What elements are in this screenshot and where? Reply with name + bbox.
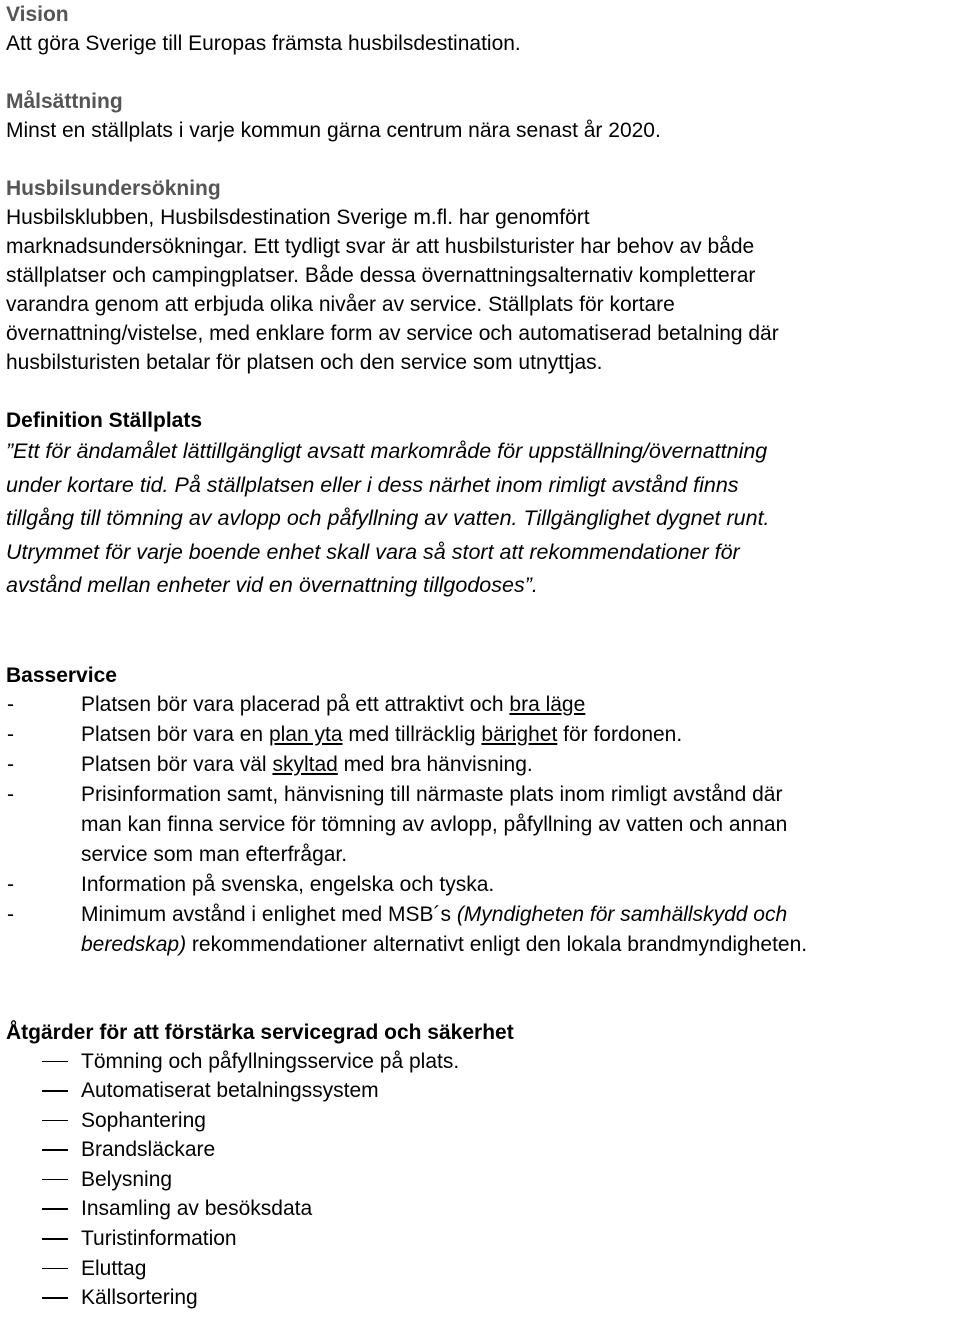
list-item bbox=[6, 1047, 956, 1077]
survey-line: varandra genom att erbjuda olika nivåer av service. Ställplats för kortare bbox=[6, 293, 675, 316]
survey-line: ställplatser och campingplatser. Både dessa övernattningsalternativ kompletterar bbox=[6, 264, 756, 287]
list-item bbox=[6, 780, 956, 870]
italic-text: (Myndigheten för samhällskydd och bbox=[456, 902, 788, 926]
dash-bullet-icon bbox=[42, 1149, 68, 1151]
dash-bullet: - bbox=[7, 782, 14, 806]
list-item bbox=[6, 900, 956, 960]
underlined-text: bra läge bbox=[509, 692, 586, 716]
measures-list bbox=[6, 1047, 956, 1313]
survey-line: marknadsundersökningar. Ett tydligt svar är att husbilsturister har behov av både bbox=[6, 235, 755, 258]
list-item bbox=[6, 750, 956, 780]
dash-bullet-icon bbox=[42, 1179, 68, 1181]
dash-bullet-icon bbox=[42, 1268, 68, 1270]
list-item bbox=[6, 1165, 956, 1195]
item-text: service som man efterfrågar. bbox=[81, 842, 348, 866]
basic-service-heading: Basservice bbox=[6, 663, 117, 687]
dash-bullet-icon bbox=[42, 1061, 68, 1063]
vision-heading: Vision bbox=[6, 3, 69, 26]
dash-bullet-icon bbox=[42, 1297, 68, 1299]
definition-line: ”Ett för ändamålet lättillgängligt avsatt markområde för uppställning/övernattning bbox=[6, 439, 768, 463]
item-text: Automatiserat betalningssystem bbox=[81, 1079, 379, 1103]
measures-section bbox=[6, 1018, 956, 1313]
definition-line: avstånd mellan enheter vid en övernattning tillgodoses”. bbox=[6, 573, 538, 597]
dash-bullet: - bbox=[7, 872, 14, 896]
list-item bbox=[6, 1135, 956, 1165]
item-text: Minimum avstånd i enlighet med MSB´s bbox=[81, 902, 457, 926]
list-item bbox=[6, 1283, 956, 1313]
goal-text: Minst en ställplats i varje kommun gärna centrum nära senast år 2020. bbox=[6, 119, 661, 142]
italic-text: beredskap) bbox=[81, 932, 187, 956]
definition-line: tillgång till tömning av avlopp och påfyllning av vatten. Tillgänglighet dygnet runt. bbox=[6, 506, 770, 530]
list-item bbox=[6, 720, 956, 750]
item-text: man kan finna service för tömning av avlopp, påfyllning av vatten och annan bbox=[81, 812, 788, 836]
underlined-text: bärighet bbox=[481, 722, 558, 746]
list-item bbox=[6, 1106, 956, 1136]
item-text: för fordonen. bbox=[557, 722, 683, 746]
item-text: Belysning bbox=[81, 1167, 173, 1191]
survey-heading: Husbilsundersökning bbox=[6, 177, 221, 200]
definition-line: Utrymmet för varje boende enhet skall vara så stort att rekommendationer för bbox=[6, 539, 740, 564]
list-item bbox=[6, 1224, 956, 1254]
dash-bullet-icon bbox=[42, 1120, 68, 1122]
vision-section bbox=[6, 0, 956, 58]
item-text: Källsortering bbox=[81, 1286, 198, 1310]
item-text: med bra hänvisning. bbox=[337, 752, 533, 776]
basic-service-list bbox=[6, 690, 956, 960]
dash-bullet: - bbox=[7, 902, 14, 926]
item-text: rekommendationer alternativt enligt den lokala brandmyndigheten. bbox=[186, 932, 808, 956]
item-text: Eluttag bbox=[81, 1256, 147, 1280]
dash-bullet-icon bbox=[42, 1238, 68, 1240]
dash-bullet: - bbox=[7, 752, 14, 776]
survey-line: Husbilsklubben, Husbilsdestination Sverige m.fl. har genomfört bbox=[6, 206, 590, 229]
item-text: Tömning och påfyllningsservice på plats. bbox=[81, 1049, 460, 1073]
item-text: Insamling av besöksdata bbox=[81, 1197, 313, 1221]
basic-service-section bbox=[6, 661, 956, 960]
definition-line: under kortare tid. På ställplatsen eller i dess närhet inom rimligt avstånd finns bbox=[6, 472, 739, 497]
item-text: Sophantering bbox=[81, 1108, 206, 1132]
item-text: Brandsläckare bbox=[81, 1138, 216, 1162]
list-item bbox=[6, 1254, 956, 1284]
survey-line: övernattning/vistelse, med enklare form av service och automatiserad betalning där bbox=[6, 322, 779, 345]
list-item bbox=[6, 1194, 956, 1224]
item-text: Turistinformation bbox=[81, 1227, 237, 1251]
item-text: Information på svenska, engelska och tyska. bbox=[81, 872, 495, 896]
list-item bbox=[6, 690, 956, 720]
vision-text: Att göra Sverige till Europas främsta husbilsdestination. bbox=[6, 32, 521, 55]
underlined-text: plan yta bbox=[268, 722, 343, 746]
dash-bullet-icon bbox=[42, 1208, 68, 1210]
dash-bullet-icon bbox=[42, 1090, 68, 1092]
dash-bullet: - bbox=[7, 722, 14, 746]
item-text: Prisinformation samt, hänvisning till närmaste plats inom rimligt avstånd där bbox=[81, 782, 783, 806]
survey-line: husbilsturisten betalar för platsen och den service som utnyttjas. bbox=[6, 351, 603, 374]
definition-heading: Definition Ställplats bbox=[6, 409, 203, 432]
item-text: med tillräcklig bbox=[342, 722, 482, 746]
measures-heading: Åtgärder för att förstärka servicegrad och säkerhet bbox=[6, 1020, 514, 1044]
list-item bbox=[6, 1076, 956, 1106]
dash-bullet: - bbox=[7, 692, 14, 716]
definition-section bbox=[6, 406, 956, 603]
list-item bbox=[6, 870, 956, 900]
document bbox=[6, 0, 956, 1313]
survey-section bbox=[6, 174, 956, 377]
underlined-text: skyltad bbox=[272, 752, 338, 776]
item-text: Platsen bör vara en bbox=[81, 722, 269, 746]
item-text: Platsen bör vara väl bbox=[81, 752, 273, 776]
goal-heading: Målsättning bbox=[6, 90, 123, 113]
item-text: Platsen bör vara placerad på ett attraktivt och bbox=[81, 692, 510, 716]
goal-section bbox=[6, 87, 956, 145]
